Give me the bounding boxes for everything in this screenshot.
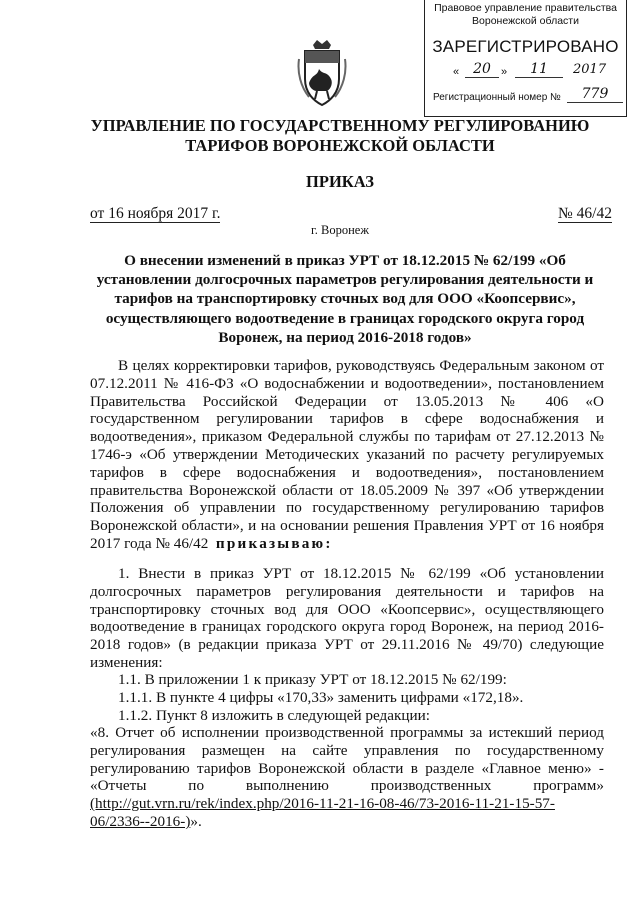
- order-number: № 46/42: [558, 205, 612, 222]
- order-heading: О внесении изменений в приказ УРТ от 18.12.2015 № 62/199 «Об установлении долгосрочных параметров регулирования деятельности и тарифов на транспортировку сточных вод для ООО «Коопсервис», осуществляющего водоотведение в границах городского округа город Воронеж, на период 2016-2018 годов»: [96, 252, 594, 346]
- stamp-date: « 20 » 11 2017: [453, 61, 607, 78]
- order-date: от 16 ноября 2017 г.: [90, 205, 221, 222]
- quote-text: «8. Отчет об исполнении производственной программы за истекший период регулирования размещен на сайте управления по государственному регулированию тарифов Воронежской области в разделе «Главное меню» - «Отчеты по выполнению производственных программ»: [90, 724, 604, 795]
- intro-paragraph: [90, 357, 604, 553]
- coat-of-arms-icon: [297, 39, 347, 109]
- directive-word: приказываю:: [215, 534, 333, 552]
- intro-text: В целях корректировки тарифов, руководствуясь Федеральным законом от 07.12.2011 № 416-ФЗ «О водоснабжении и водоотведении», постановлением Правительства Российской Федерации от 13.05.2013 № 406 «О государственном регулировании тарифов в сфере водоснабжения и водоотведения», приказом Федеральной службы по тарифам от 27.12.2013 № 1746-э «Об утверждении Методических указаний по расчету регулируемых тарифов в сфере водоснабжения и водоотведения», постановлением правительства Воронежской области от 18.05.2009 № 397 «Об утверждении Положения об управлении по государственному регулированию тарифов Воронежской области», и на основании решения Правления УРТ от 16 ноября 2017 года № 46/42: [90, 357, 604, 552]
- item-1-1-1: 1.1.1. В пункте 4 цифры «170,33» заменить цифрами «172,18».: [118, 689, 524, 706]
- stamp-day: 20: [465, 61, 499, 78]
- item-1-1: 1.1. В приложении 1 к приказу УРТ от 18.12.2015 № 62/199:: [118, 671, 507, 688]
- document-type-title: ПРИКАЗ: [306, 172, 374, 191]
- stamp-agency-line2: Воронежской области: [472, 15, 579, 27]
- stamp-agency-line1: Правовое управление правительства: [434, 2, 617, 14]
- stamp-reg-number-row: [433, 86, 618, 103]
- stamp-month: 11: [515, 61, 563, 78]
- item-8-quote: [90, 724, 604, 831]
- issuing-agency: УПРАВЛЕНИЕ ПО ГОСУДАРСТВЕННОМУ РЕГУЛИРОВАНИЮ ТАРИФОВ ВОРОНЕЖСКОЙ ОБЛАСТИ: [90, 116, 590, 155]
- quote-end: ».: [190, 812, 202, 830]
- report-link[interactable]: (http://gut.vrn.ru/rek/index.php/2016-11-21-16-08-46/73-2016-11-21-15-57-06/2336--2016-): [90, 795, 555, 830]
- stamp-reg-number-label: Регистрационный номер №: [433, 92, 561, 103]
- stamp-registered-label: ЗАРЕГИСТРИРОВАНО: [432, 37, 619, 56]
- city: г. Воронеж: [311, 223, 369, 237]
- registration-stamp: [424, 0, 627, 117]
- stamp-year: 2017: [573, 62, 607, 77]
- stamp-reg-number: 779: [567, 86, 623, 103]
- item-1-1-2: 1.1.2. Пункт 8 изложить в следующей редакции:: [118, 707, 431, 724]
- item-1: 1. Внести в приказ УРТ от 18.12.2015 № 62/199 «Об установлении долгосрочных параметров регулирования деятельности и тарифов на транспортировку сточных вод для ООО «Коопсервис», осуществляющего водоотведение в границах городского округа город Воронеж, на период 2016-2018 годов» (в редакции приказа УРТ от 29.11.2016 № 49/70) следующие изменения:: [90, 565, 604, 671]
